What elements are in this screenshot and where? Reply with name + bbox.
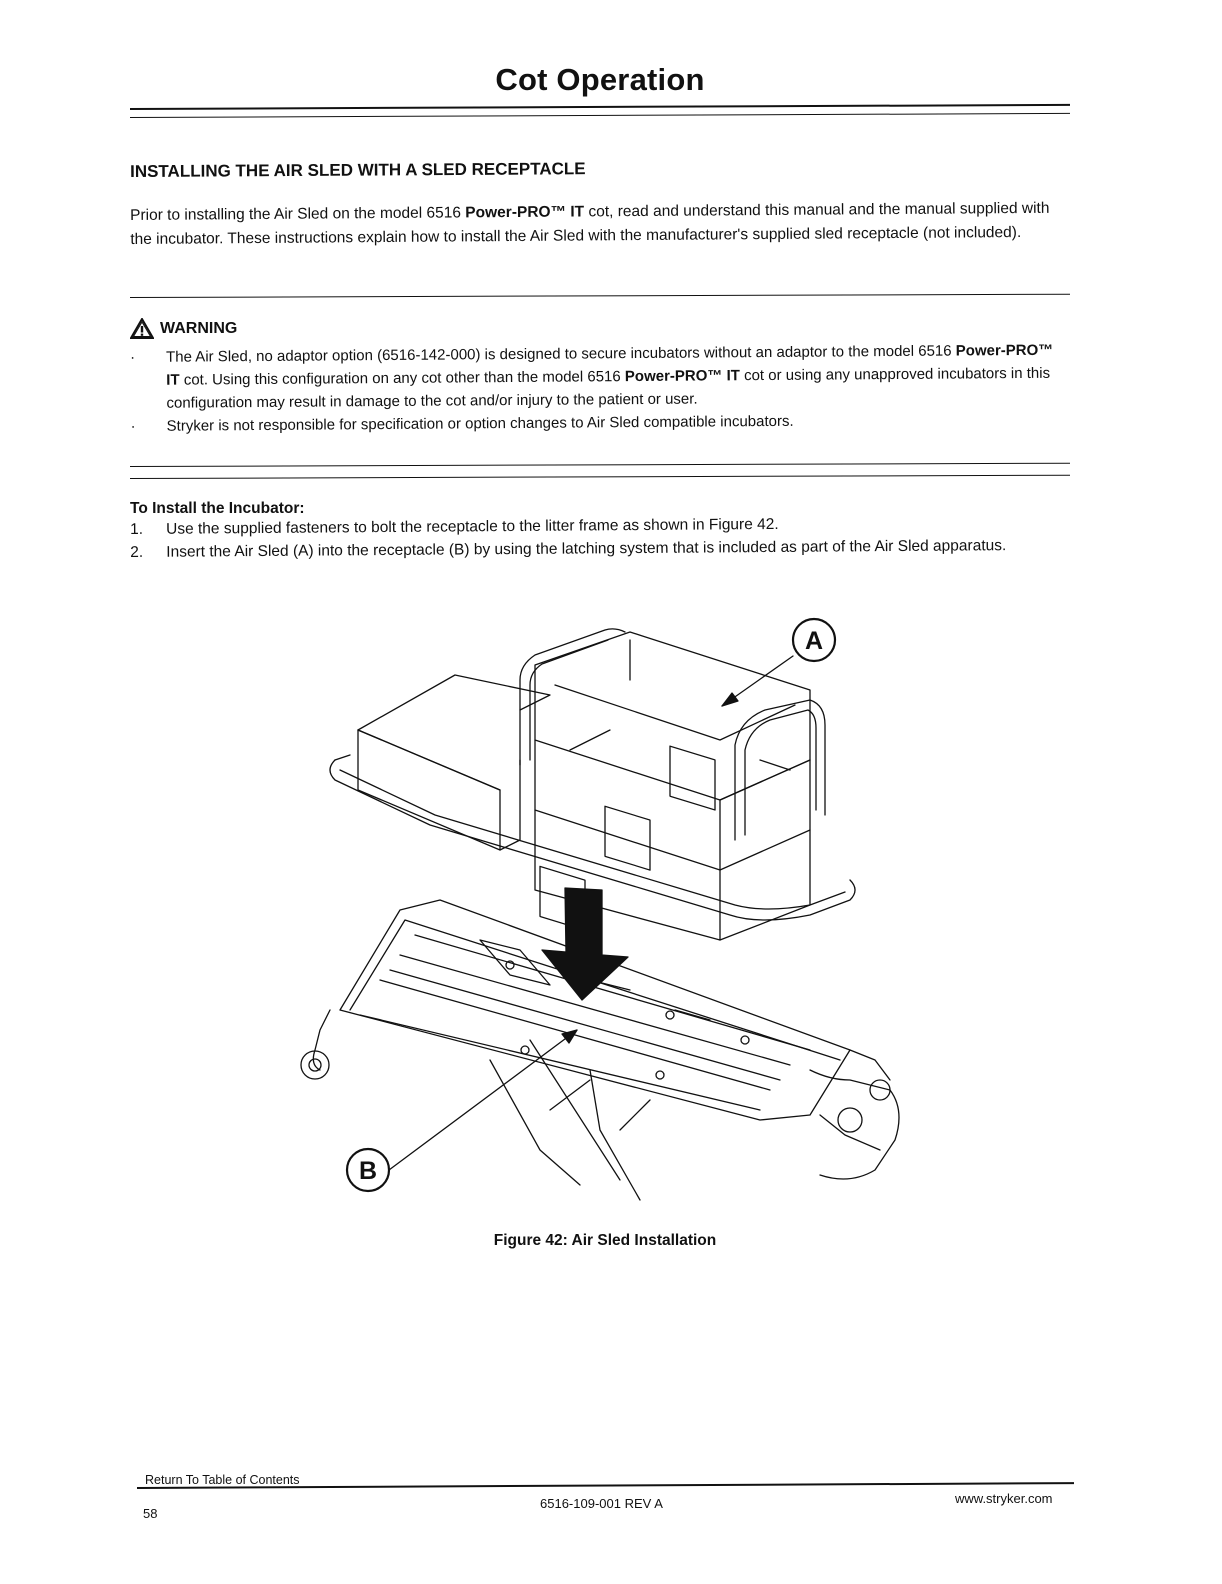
warning-item-text: Stryker is not responsible for specification or option changes to Air Sled compatible incubators. — [166, 412, 794, 435]
intro-text-1: Prior to installing the Air Sled on the model 6516 — [130, 204, 466, 224]
bullet: · — [130, 417, 136, 435]
step-text: Insert the Air Sled (A) into the receptacle (B) by using the latching system that is included as part of the Air Sled apparatus. — [166, 537, 1007, 561]
warning-triangle-icon — [130, 318, 154, 339]
intro-product-name: Power-PRO™ IT — [465, 203, 585, 222]
warning-item-text: The Air Sled, no adaptor option (6516-142-000) is designed to secure incubators without an adaptor to the model 6516 — [166, 342, 956, 366]
warning-heading-label: WARNING — [160, 319, 238, 337]
warning-product-name: Power-PRO™ IT — [624, 367, 740, 386]
section-heading: INSTALLING THE AIR SLED WITH A SLED RECEPTACLE — [130, 159, 586, 181]
warning-heading — [130, 318, 237, 339]
pointer-a-arrowhead — [722, 693, 738, 706]
left-storage-box — [358, 675, 550, 850]
page-title: Cot Operation — [495, 62, 705, 97]
return-to-toc-link[interactable]: Return To Table of Contents — [145, 1473, 300, 1487]
steps-heading: To Install the Incubator: — [130, 500, 305, 517]
intro-paragraph — [130, 197, 1070, 252]
incubator-handles — [520, 629, 825, 840]
cot-undercarriage — [301, 1010, 899, 1200]
warning-product-name: Power-PRO™ IT — [166, 341, 1054, 389]
intro-text-2: cot, read and understand this manual and the manual supplied with the incubator. These instructions explain how to install the Air Sled with the manufacturer's supplied sled receptacle (not included). — [130, 199, 1050, 248]
warning-item-text: cot. Using this configuration on any cot other than the model 6516 — [179, 368, 625, 389]
pointer-b-line — [389, 1030, 577, 1170]
website-url: www.stryker.com — [955, 1491, 1053, 1506]
step-number: 2. — [130, 543, 144, 561]
air-sled-installation-figure — [290, 610, 930, 1220]
warning-item — [130, 339, 1071, 415]
warning-bottom-rule — [130, 463, 1070, 467]
callout-a-label: A — [804, 627, 824, 655]
warning-bottom-rule-2 — [130, 475, 1070, 479]
title-rule — [130, 104, 1070, 110]
down-arrow-icon — [542, 888, 628, 1000]
step-text: Use the supplied fasteners to bolt the receptacle to the litter frame as shown in Figure 42. — [166, 515, 779, 538]
step-number: 1. — [130, 520, 144, 538]
callout-b-label: B — [358, 1157, 378, 1185]
steps-list — [130, 511, 1070, 564]
figure-caption: Figure 42: Air Sled Installation — [493, 1232, 717, 1249]
warning-list — [130, 339, 1071, 438]
document-number: 6516-109-001 REV A — [540, 1496, 663, 1511]
warning-item-text: cot or using any unapproved incubators in this configuration may result in damage to the cot and/or injury to the patient or user. — [166, 364, 1051, 412]
title-rule-thin — [130, 113, 1070, 118]
warning-top-rule — [130, 294, 1070, 298]
bullet: · — [130, 348, 136, 366]
page-number: 58 — [143, 1506, 158, 1521]
